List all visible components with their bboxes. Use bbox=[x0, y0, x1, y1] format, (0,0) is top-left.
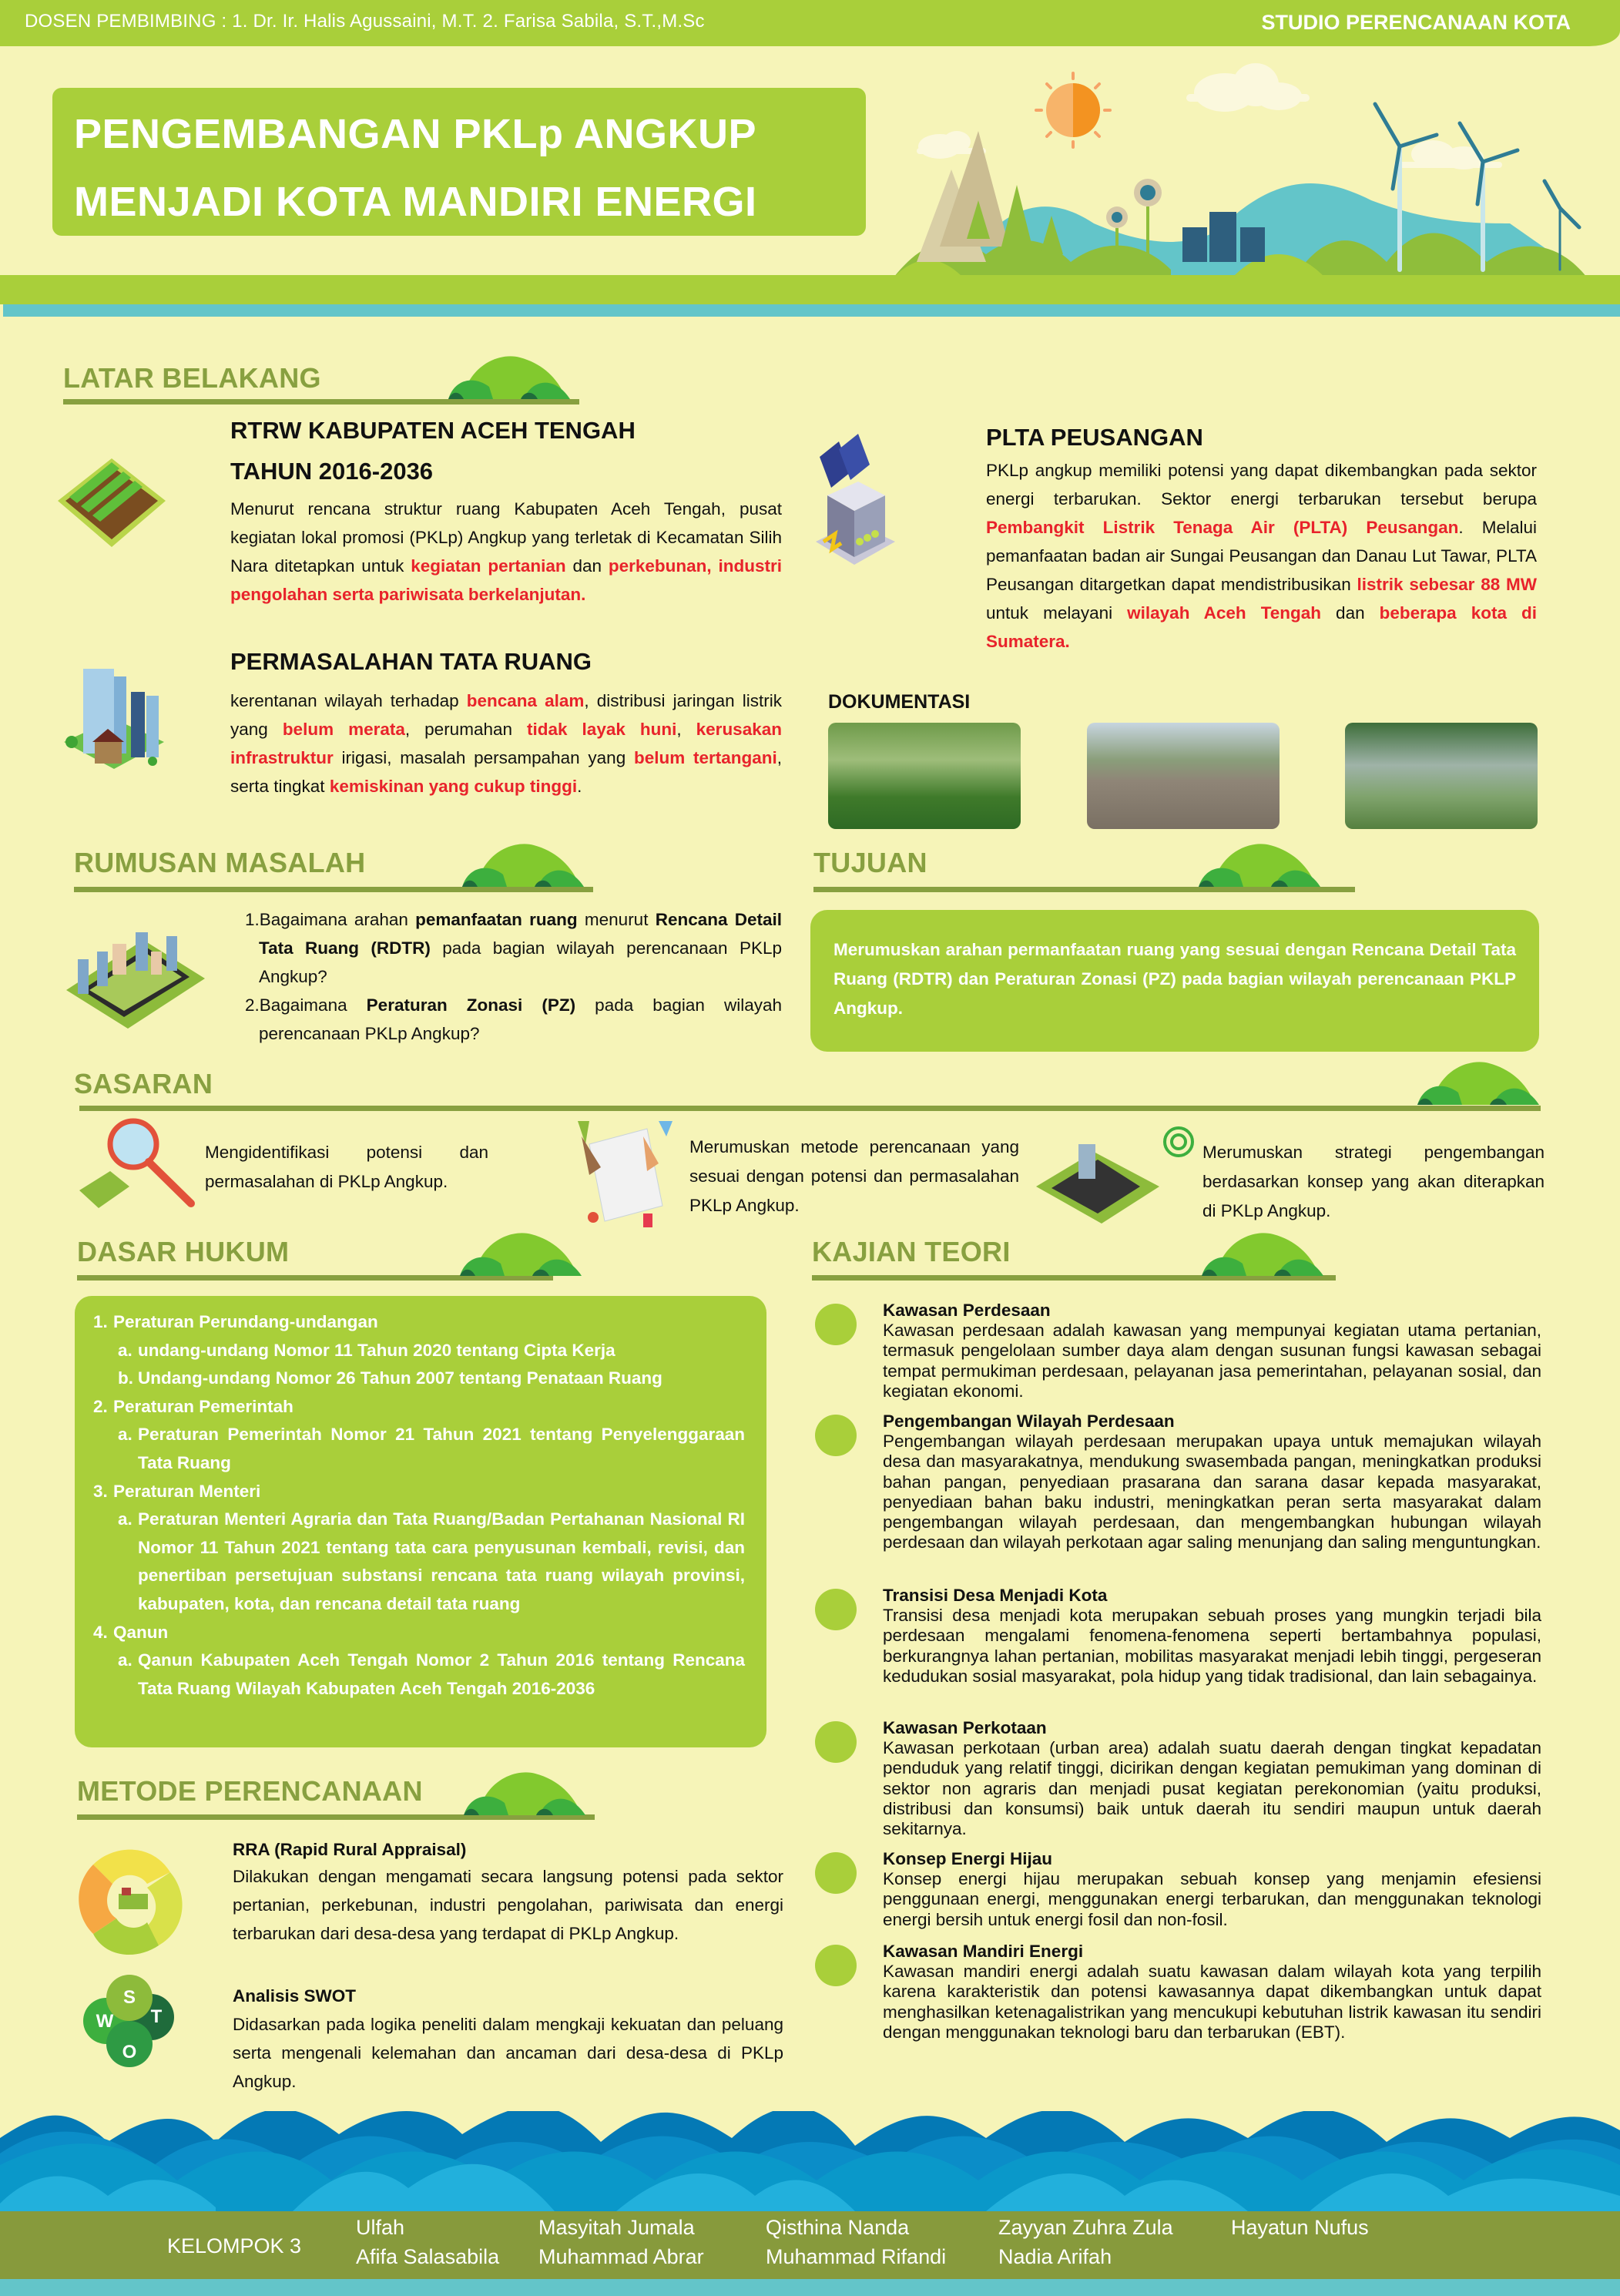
group-label: KELOMPOK 3 bbox=[167, 2234, 302, 2257]
law-item: a. Peraturan Menteri Agraria dan Tata Ruang/Badan Pertahanan Nasional RI Nomor 11 Tahun 2021 tentang tata cara penyusunan kembali, revisi, dan penertiban persetujuan substansi rencana tata ruang wilayah provinsi, kabupaten, kota, dan rencana detail tata ruang bbox=[118, 1509, 745, 1613]
law-item: a. Peraturan Pemerintah Nomor 21 Tahun 2021 tentang Penyelenggaraan Tata Ruang bbox=[118, 1425, 745, 1472]
section-underline bbox=[79, 1106, 1541, 1111]
energy-district-icon bbox=[815, 1945, 857, 1986]
hill-icon bbox=[462, 1772, 597, 1818]
swot-text: Didasarkan pada logika peneliti dalam mengkaji kekuatan dan peluang serta mengenali kelemahan dan ancaman dari desa-desa di PKLp Angkup. bbox=[233, 2015, 783, 2091]
sasaran-item-1: Mengidentifikasi potensi dan permasalahan di PKLp Angkup. bbox=[205, 1143, 488, 1191]
rra-cycle-icon bbox=[74, 1841, 193, 1961]
member-name: Nadia Arifah bbox=[998, 2245, 1112, 2268]
rtrw-paragraph: Menurut rencana struktur ruang Kabupaten Aceh Tengah, pusat kegiatan lokal promosi (PKLp) Angkup yang terletak di Kecamatan Silih Nara ditetapkan untuk kegiatan pertanian dan perkebunan, industri pengolahan serta pariwisata berkelanjutan. bbox=[230, 499, 783, 604]
member-name: Muhammad Abrar bbox=[538, 2245, 704, 2268]
member-name: Ulfah bbox=[356, 2216, 405, 2239]
sasaran-item-3: Merumuskan strategi pengembangan berdasarkan konsep yang akan diterapkan di PKLp Angkup. bbox=[1202, 1143, 1545, 1220]
tujuan-card bbox=[810, 910, 1539, 1052]
dokumentasi-title: DOKUMENTASI bbox=[828, 691, 971, 713]
member-name: Zayyan Zuhra Zula bbox=[998, 2216, 1173, 2239]
kajian-item-transisi-desa: Transisi Desa Menjadi Kota Transisi desa menjadi kota merupakan sebuah proses yang mungkin terjadi bila perdesaan mengalami fenomena-fenomena seperti bertambahnya populasi, berkurangnya lahan pertanian, mobilitas masyarakat menjadi lebih tinggi, pergeseran kedudukan sosial masyarakat, pola hidup yang tidak tradisional, dan lain sebagainya. bbox=[815, 1586, 1543, 1709]
member-name: Hayatun Nufus bbox=[1231, 2216, 1369, 2239]
swot-t-label: T bbox=[150, 2006, 163, 2027]
hill-icon bbox=[458, 1233, 593, 1279]
section-heading-rumusan-masalah: RUMUSAN MASALAH bbox=[74, 847, 366, 878]
rumusan-item-2: 2.Bagaimana Peraturan Zonasi (PZ) pada bagian wilayah perencanaan PKLp Angkup? bbox=[245, 995, 782, 1043]
plta-title: PLTA PEUSANGAN bbox=[986, 424, 1203, 451]
swot-s-label: S bbox=[122, 1987, 136, 2008]
swot-title: Analisis SWOT bbox=[233, 1986, 357, 2006]
dasar-hukum-card bbox=[75, 1296, 766, 1747]
swot-icon bbox=[82, 1975, 178, 2071]
village-landscape-icon bbox=[815, 1415, 857, 1456]
top-bar bbox=[0, 0, 1620, 46]
renewable-landscape-illustration bbox=[894, 46, 1620, 277]
rtrw-title-line-1: RTRW KABUPATEN ACEH TENGAH bbox=[230, 417, 636, 444]
law-item: a. Qanun Kabupaten Aceh Tengah Nomor 2 Tahun 2016 tentang Rencana Tata Ruang Wilayah Kabupaten Aceh Tengah 2016-2036 bbox=[118, 1650, 745, 1698]
magnifier-map-icon bbox=[75, 1117, 199, 1210]
footer-cyan-strip bbox=[0, 2279, 1620, 2296]
section-heading-latar-belakang: LATAR BELAKANG bbox=[63, 362, 321, 394]
rtrw-title-line-2: TAHUN 2016-2036 bbox=[230, 458, 434, 485]
plta-paragraph: PKLp angkup memiliki potensi yang dapat dikembangkan pada sektor energi terbarukan. Sektor energi terbarukan tersebut berupa Pembangkit Listrik Tenaga Air (PLTA) Peusangan. Melalui pemanfaatan badan air Sungai Peusangan dan Danau Lut Tawar, PLTA Peusangan ditargetkan dapat mendistribusikan listrik sebesar 88 MW untuk melayani wilayah Aceh Tengah dan beberapa kota di Sumatera. bbox=[986, 461, 1538, 651]
tujuan-text: Merumuskan arahan permanfaatan ruang yang sesuai dengan Rencana Detail Tata Ruang (RDTR) dan Peraturan Zonasi (PZ) pada bagian wilayah perencanaan PKLP Angkup. bbox=[833, 940, 1516, 1018]
member-name: Qisthina Nanda bbox=[766, 2216, 910, 2239]
hill-icon bbox=[1416, 1062, 1551, 1108]
law-group-3: 3. Peraturan Menteri bbox=[93, 1481, 261, 1501]
section-heading-kajian-teori: KAJIAN TEORI bbox=[812, 1236, 1011, 1267]
member-name: Afifa Salasabila bbox=[356, 2245, 500, 2268]
permasalahan-paragraph: kerentanan wilayah terhadap bencana alam, distribusi jaringan listrik yang belum merata, perumahan tidak layak huni, kerusakan infrastruktur irigasi, masalah persampahan yang belum tertangani, serta tingkat kemiskinan yang cukup tinggi. bbox=[230, 691, 783, 796]
poster-title bbox=[52, 88, 866, 236]
rra-text: Dilakukan dengan mengamati secara langsung potensi pada sektor pertanian, perkebunan, industri pengolahan, pariwisata dan energi terbarukan dari desa-desa yang terdapat di PKLp Angkup. bbox=[233, 1867, 783, 1943]
header-cyan-band bbox=[3, 304, 1620, 317]
solar-power-plant-icon bbox=[812, 434, 897, 580]
rra-title: RRA (Rapid Rural Appraisal) bbox=[233, 1840, 467, 1859]
green-energy-globe-icon bbox=[815, 1852, 857, 1894]
law-item: b. Undang-undang Nomor 26 Tahun 2007 tentang Penataan Ruang bbox=[118, 1368, 662, 1388]
urban-factory-icon bbox=[815, 1721, 857, 1763]
damaged-road-photo bbox=[1087, 723, 1280, 829]
ocean-waves-decoration bbox=[0, 2111, 1620, 2211]
rumusan-item-1: 1.Bagaimana arahan pemanfaatan ruang menurut Rencana Detail Tata Ruang (RDTR) pada bagian wilayah perencanaan PKLp Angkup? 2.Bagaimana Peraturan Zonasi (PZ) pada bagian wilayah perencanaan PKLp Angkup? bbox=[245, 905, 782, 1048]
studio-label: STUDIO PERENCANAAN KOTA bbox=[1261, 11, 1571, 34]
kajian-item-kawasan-perkotaan: Kawasan Perkotaan Kawasan perkotaan (urban area) adalah suatu daerah dengan tingkat kepadatan penduduk yang relatif tinggi, dicirikan dengan kegiatan pemukiman yang dominan di sektor non agraris dan menjadi pusat kegiatan perekonomian (yaitu produksi, distribusi dan konsumsi) baik untuk daerah itu sendiri maupun untuk daerah sekitarnya. bbox=[815, 1718, 1543, 1841]
law-group-1: 1. Peraturan Perundang-undangan bbox=[93, 1312, 378, 1331]
header-green-band bbox=[0, 275, 1620, 304]
cloud-icon bbox=[917, 63, 1502, 170]
sasaran-item-2: Merumuskan metode perencanaan yang sesuai dengan potensi dan permasalahan PKLp Angkup. bbox=[689, 1137, 1019, 1215]
planning-document-icon bbox=[574, 1121, 674, 1229]
sun-icon bbox=[1036, 73, 1110, 147]
town-hall-icon bbox=[815, 1589, 857, 1630]
hill-icon bbox=[1200, 1233, 1335, 1279]
law-group-2: 2. Peraturan Pemerintah bbox=[93, 1396, 293, 1416]
section-heading-metode: METODE PERENCANAAN bbox=[77, 1775, 423, 1807]
coffee-plantation-photo bbox=[828, 723, 1021, 829]
kajian-item-kawasan-perdesaan: Kawasan Perdesaan Kawasan perdesaan adalah kawasan yang mempunyai kegiatan utama pertanian, termasuk pengelolaan sumber daya alam dengan susunan fungsi kawasan sebagai tempat permukiman perdesaan, pelayanan jasa pemerintahan, pelayanan sosial, dan kegiatan ekonomi. bbox=[815, 1301, 1543, 1408]
footer-band bbox=[0, 2211, 1620, 2279]
hill-icon bbox=[1197, 844, 1332, 890]
permasalahan-title: PERMASALAHAN TATA RUANG bbox=[230, 648, 592, 675]
dasar-hukum-list bbox=[93, 1308, 745, 1703]
swot-w-label: W bbox=[96, 2011, 114, 2032]
hill-icon bbox=[461, 844, 595, 890]
kajian-item-energi-hijau: Konsep Energi Hijau Konsep energi hijau merupakan sebuah konsep yang menjamin efesiensi penggunaan energi, menggunakan energi terbarukan, dan menggunakan teknologi energi bersih untuk energi fosil dan non-fosil. bbox=[815, 1849, 1543, 1934]
law-group-4: 4. Qanun bbox=[93, 1622, 169, 1642]
plta-aerial-photo bbox=[1345, 723, 1538, 829]
kajian-item-pengembangan-wilayah: Pengembangan Wilayah Perdesaan Pengembangan wilayah perdesaan merupakan upaya untuk memajukan wilayah desa dan masyarakatnya, mendukung swasembada pangan, meningkatkan produksi bahan pangan, penyediaan prasarana dan sarana dasar kepada masyarakat, penyediaan bahan baku industri, meningkatkan peran serta masyarakat dalam pengembangan wilayah perdesaan, dan mengembangkan hubungan wilayah perdesaan dan wilayah perkotaan agar saling menunjang dan saling menguntungkan. bbox=[815, 1412, 1543, 1573]
village-houses-icon bbox=[815, 1304, 857, 1345]
swot-o-label: O bbox=[122, 2042, 137, 2063]
city-buildings-icon bbox=[60, 653, 168, 777]
hill-icon bbox=[447, 356, 582, 402]
title-line-2: MENJADI KOTA MANDIRI ENERGI bbox=[74, 179, 757, 225]
farmland-icon bbox=[54, 443, 169, 559]
supervisors-label: DOSEN PEMBIMBING : 1. Dr. Ir. Halis Agussaini, M.T. 2. Farisa Sabila, S.T.,M.Sc bbox=[25, 11, 705, 32]
isometric-city-icon bbox=[59, 917, 209, 1032]
target-city-icon bbox=[1032, 1125, 1206, 1233]
section-heading-sasaran: SASARAN bbox=[74, 1068, 213, 1099]
member-name: Muhammad Rifandi bbox=[766, 2245, 947, 2268]
title-line-1: PENGEMBANGAN PKLp ANGKUP bbox=[74, 111, 757, 157]
section-heading-dasar-hukum: DASAR HUKUM bbox=[77, 1236, 290, 1267]
section-heading-tujuan: TUJUAN bbox=[813, 847, 927, 878]
law-item: a. undang-undang Nomor 11 Tahun 2020 tentang Cipta Kerja bbox=[118, 1340, 615, 1360]
kajian-item-mandiri-energi: Kawasan Mandiri Energi Kawasan mandiri energi adalah suatu kawasan dalam wilayah kota yang terpilih karena karakteristik dan potensi kawasannya dapat dikembangkan untuk dapat menghasilkan ketenagalistrikan yang mencukupi kebutuhan listrik kawasan itu sendiri dengan menggunakan teknologi baru dan terbarukan (EBT). bbox=[815, 1942, 1543, 2065]
member-name: Masyitah Jumala bbox=[538, 2216, 695, 2239]
